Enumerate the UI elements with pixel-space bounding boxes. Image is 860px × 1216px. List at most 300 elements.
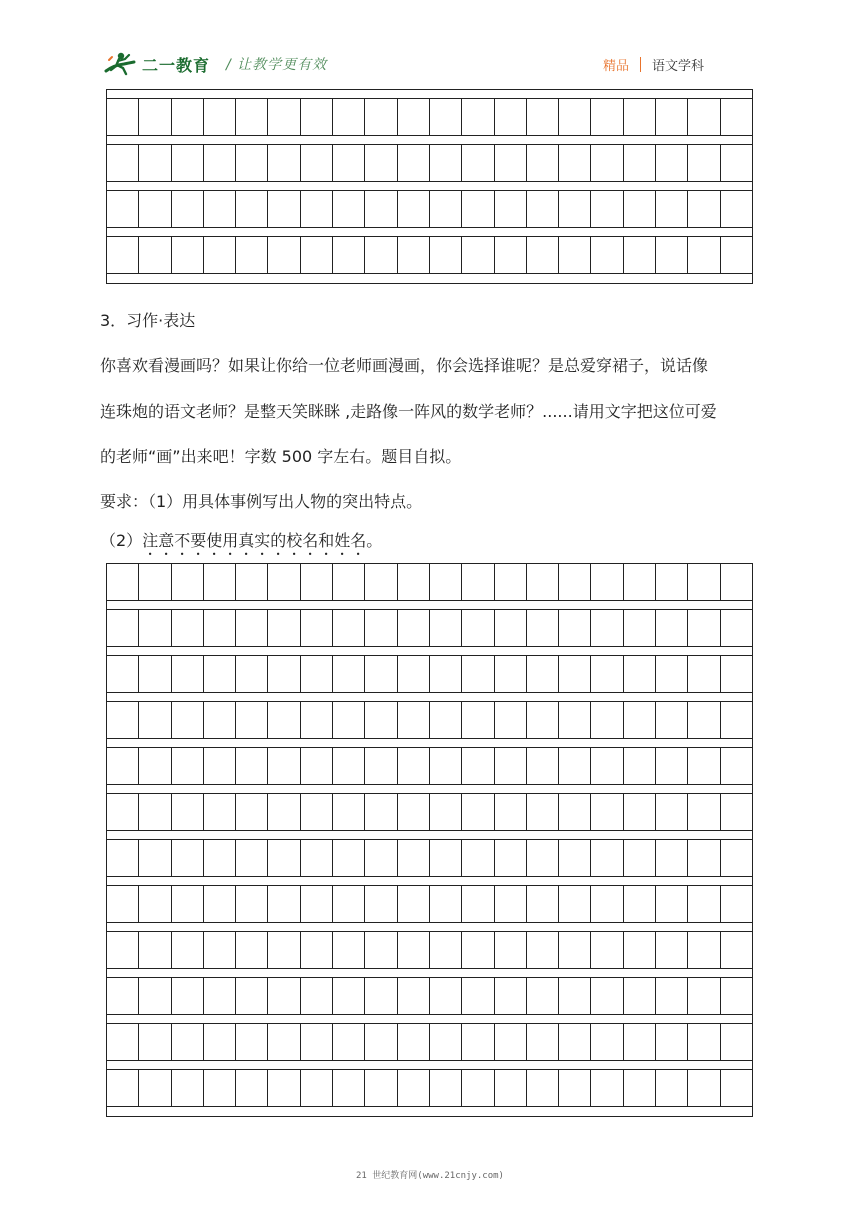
grid-cell[interactable] [301, 1070, 333, 1106]
grid-cell[interactable] [688, 610, 720, 646]
grid-cell[interactable] [301, 564, 333, 600]
grid-cell[interactable] [688, 932, 720, 968]
grid-cell[interactable] [301, 748, 333, 784]
grid-cell[interactable] [301, 1024, 333, 1060]
grid-cell[interactable] [624, 656, 656, 692]
grid-cell[interactable] [430, 145, 462, 181]
grid-cell[interactable] [495, 978, 527, 1014]
grid-cell[interactable] [591, 794, 623, 830]
grid-cell[interactable] [462, 191, 494, 227]
grid-cell[interactable] [430, 1024, 462, 1060]
grid-cell[interactable] [172, 191, 204, 227]
grid-cell[interactable] [430, 99, 462, 135]
grid-cell[interactable] [139, 191, 171, 227]
grid-cell[interactable] [656, 237, 688, 273]
grid-cell[interactable] [365, 610, 397, 646]
grid-cell[interactable] [236, 702, 268, 738]
grid-cell[interactable] [591, 1070, 623, 1106]
grid-cell[interactable] [591, 886, 623, 922]
grid-cell[interactable] [721, 564, 752, 600]
grid-cell[interactable] [204, 656, 236, 692]
grid-cell[interactable] [656, 840, 688, 876]
grid-cell[interactable] [559, 702, 591, 738]
grid-cell[interactable] [591, 656, 623, 692]
grid-cell[interactable] [236, 564, 268, 600]
grid-cell[interactable] [591, 564, 623, 600]
grid-cell[interactable] [591, 145, 623, 181]
grid-cell[interactable] [172, 794, 204, 830]
grid-cell[interactable] [301, 237, 333, 273]
grid-cell[interactable] [462, 702, 494, 738]
grid-cell[interactable] [527, 610, 559, 646]
grid-cell[interactable] [172, 1070, 204, 1106]
grid-cell[interactable] [365, 656, 397, 692]
grid-cell[interactable] [688, 886, 720, 922]
grid-cell[interactable] [591, 840, 623, 876]
grid-cell[interactable] [624, 99, 656, 135]
grid-cell[interactable] [236, 191, 268, 227]
grid-cell[interactable] [462, 840, 494, 876]
grid-cell[interactable] [301, 610, 333, 646]
grid-cell[interactable] [495, 840, 527, 876]
grid-cell[interactable] [172, 237, 204, 273]
grid-cell[interactable] [624, 564, 656, 600]
grid-cell[interactable] [688, 1070, 720, 1106]
grid-cell[interactable] [107, 1070, 139, 1106]
grid-cell[interactable] [430, 610, 462, 646]
grid-cell[interactable] [268, 702, 300, 738]
grid-cell[interactable] [559, 610, 591, 646]
grid-cell[interactable] [365, 191, 397, 227]
grid-cell[interactable] [527, 794, 559, 830]
grid-cell[interactable] [495, 748, 527, 784]
grid-cell[interactable] [398, 702, 430, 738]
grid-cell[interactable] [139, 794, 171, 830]
grid-cell[interactable] [430, 794, 462, 830]
grid-cell[interactable] [268, 886, 300, 922]
grid-cell[interactable] [172, 145, 204, 181]
grid-cell[interactable] [107, 656, 139, 692]
grid-cell[interactable] [107, 932, 139, 968]
grid-cell[interactable] [527, 886, 559, 922]
grid-cell[interactable] [268, 191, 300, 227]
grid-cell[interactable] [495, 932, 527, 968]
grid-cell[interactable] [624, 748, 656, 784]
grid-cell[interactable] [333, 978, 365, 1014]
grid-cell[interactable] [430, 748, 462, 784]
grid-cell[interactable] [236, 978, 268, 1014]
grid-cell[interactable] [301, 932, 333, 968]
grid-cell[interactable] [204, 932, 236, 968]
grid-cell[interactable] [268, 656, 300, 692]
grid-cell[interactable] [172, 564, 204, 600]
grid-cell[interactable] [462, 610, 494, 646]
grid-cell[interactable] [527, 656, 559, 692]
grid-cell[interactable] [236, 145, 268, 181]
grid-cell[interactable] [527, 978, 559, 1014]
grid-cell[interactable] [656, 978, 688, 1014]
grid-cell[interactable] [721, 886, 752, 922]
grid-cell[interactable] [559, 237, 591, 273]
grid-cell[interactable] [624, 1070, 656, 1106]
grid-cell[interactable] [656, 886, 688, 922]
grid-cell[interactable] [365, 1024, 397, 1060]
grid-cell[interactable] [624, 978, 656, 1014]
grid-cell[interactable] [301, 794, 333, 830]
grid-cell[interactable] [268, 840, 300, 876]
grid-cell[interactable] [333, 840, 365, 876]
grid-cell[interactable] [107, 978, 139, 1014]
grid-cell[interactable] [204, 237, 236, 273]
grid-cell[interactable] [527, 748, 559, 784]
grid-cell[interactable] [268, 237, 300, 273]
grid-cell[interactable] [398, 978, 430, 1014]
grid-cell[interactable] [527, 564, 559, 600]
grid-cell[interactable] [398, 1024, 430, 1060]
grid-cell[interactable] [624, 610, 656, 646]
grid-cell[interactable] [624, 1024, 656, 1060]
grid-cell[interactable] [268, 564, 300, 600]
grid-cell[interactable] [172, 886, 204, 922]
grid-cell[interactable] [236, 610, 268, 646]
grid-cell[interactable] [462, 99, 494, 135]
grid-cell[interactable] [301, 702, 333, 738]
grid-cell[interactable] [333, 1070, 365, 1106]
grid-cell[interactable] [172, 978, 204, 1014]
grid-cell[interactable] [398, 1070, 430, 1106]
grid-cell[interactable] [139, 610, 171, 646]
grid-cell[interactable] [107, 191, 139, 227]
grid-cell[interactable] [204, 748, 236, 784]
grid-cell[interactable] [139, 886, 171, 922]
grid-cell[interactable] [139, 840, 171, 876]
grid-cell[interactable] [721, 191, 752, 227]
grid-cell[interactable] [301, 191, 333, 227]
grid-cell[interactable] [172, 932, 204, 968]
grid-cell[interactable] [624, 702, 656, 738]
grid-cell[interactable] [139, 748, 171, 784]
grid-cell[interactable] [268, 932, 300, 968]
grid-cell[interactable] [688, 191, 720, 227]
grid-cell[interactable] [268, 748, 300, 784]
grid-cell[interactable] [559, 748, 591, 784]
grid-cell[interactable] [236, 1070, 268, 1106]
grid-cell[interactable] [139, 1024, 171, 1060]
grid-cell[interactable] [624, 932, 656, 968]
grid-cell[interactable] [495, 886, 527, 922]
grid-cell[interactable] [398, 886, 430, 922]
grid-cell[interactable] [268, 1024, 300, 1060]
grid-cell[interactable] [204, 99, 236, 135]
grid-cell[interactable] [107, 99, 139, 135]
grid-cell[interactable] [333, 656, 365, 692]
grid-cell[interactable] [527, 191, 559, 227]
grid-cell[interactable] [495, 564, 527, 600]
grid-cell[interactable] [559, 1024, 591, 1060]
grid-cell[interactable] [656, 702, 688, 738]
grid-cell[interactable] [495, 656, 527, 692]
grid-cell[interactable] [462, 564, 494, 600]
grid-cell[interactable] [559, 145, 591, 181]
grid-cell[interactable] [688, 840, 720, 876]
grid-cell[interactable] [365, 886, 397, 922]
grid-cell[interactable] [204, 702, 236, 738]
grid-cell[interactable] [204, 145, 236, 181]
grid-cell[interactable] [721, 1070, 752, 1106]
grid-cell[interactable] [139, 1070, 171, 1106]
grid-cell[interactable] [656, 191, 688, 227]
grid-cell[interactable] [527, 932, 559, 968]
grid-cell[interactable] [624, 794, 656, 830]
grid-cell[interactable] [430, 932, 462, 968]
grid-cell[interactable] [365, 932, 397, 968]
grid-cell[interactable] [688, 794, 720, 830]
grid-cell[interactable] [688, 237, 720, 273]
grid-cell[interactable] [365, 564, 397, 600]
grid-cell[interactable] [688, 564, 720, 600]
grid-cell[interactable] [591, 1024, 623, 1060]
grid-cell[interactable] [656, 748, 688, 784]
grid-cell[interactable] [398, 748, 430, 784]
grid-cell[interactable] [559, 886, 591, 922]
grid-cell[interactable] [139, 237, 171, 273]
grid-cell[interactable] [204, 191, 236, 227]
grid-cell[interactable] [591, 237, 623, 273]
grid-cell[interactable] [398, 794, 430, 830]
grid-cell[interactable] [721, 1024, 752, 1060]
grid-cell[interactable] [398, 145, 430, 181]
grid-cell[interactable] [172, 702, 204, 738]
grid-cell[interactable] [624, 191, 656, 227]
grid-cell[interactable] [204, 794, 236, 830]
grid-cell[interactable] [688, 145, 720, 181]
grid-cell[interactable] [591, 99, 623, 135]
grid-cell[interactable] [527, 237, 559, 273]
grid-cell[interactable] [236, 794, 268, 830]
grid-cell[interactable] [333, 237, 365, 273]
grid-cell[interactable] [236, 99, 268, 135]
grid-cell[interactable] [430, 191, 462, 227]
grid-cell[interactable] [398, 610, 430, 646]
grid-cell[interactable] [688, 748, 720, 784]
grid-cell[interactable] [656, 1024, 688, 1060]
grid-cell[interactable] [462, 145, 494, 181]
grid-cell[interactable] [430, 978, 462, 1014]
grid-cell[interactable] [495, 610, 527, 646]
grid-cell[interactable] [624, 145, 656, 181]
grid-cell[interactable] [721, 656, 752, 692]
grid-cell[interactable] [559, 99, 591, 135]
grid-cell[interactable] [107, 702, 139, 738]
grid-cell[interactable] [430, 656, 462, 692]
grid-cell[interactable] [559, 794, 591, 830]
grid-cell[interactable] [624, 237, 656, 273]
grid-cell[interactable] [495, 145, 527, 181]
grid-cell[interactable] [333, 191, 365, 227]
grid-cell[interactable] [688, 99, 720, 135]
grid-cell[interactable] [107, 840, 139, 876]
grid-cell[interactable] [333, 886, 365, 922]
grid-cell[interactable] [559, 1070, 591, 1106]
grid-cell[interactable] [462, 748, 494, 784]
grid-cell[interactable] [107, 237, 139, 273]
grid-cell[interactable] [721, 978, 752, 1014]
grid-cell[interactable] [591, 932, 623, 968]
grid-cell[interactable] [495, 99, 527, 135]
grid-cell[interactable] [107, 794, 139, 830]
grid-cell[interactable] [398, 191, 430, 227]
grid-cell[interactable] [204, 564, 236, 600]
grid-cell[interactable] [559, 840, 591, 876]
grid-cell[interactable] [624, 840, 656, 876]
grid-cell[interactable] [333, 610, 365, 646]
grid-cell[interactable] [398, 237, 430, 273]
grid-cell[interactable] [721, 840, 752, 876]
grid-cell[interactable] [462, 237, 494, 273]
grid-cell[interactable] [430, 702, 462, 738]
grid-cell[interactable] [236, 932, 268, 968]
grid-cell[interactable] [656, 794, 688, 830]
grid-cell[interactable] [301, 99, 333, 135]
grid-cell[interactable] [139, 702, 171, 738]
grid-cell[interactable] [236, 656, 268, 692]
grid-cell[interactable] [107, 748, 139, 784]
grid-cell[interactable] [365, 840, 397, 876]
grid-cell[interactable] [656, 610, 688, 646]
grid-cell[interactable] [204, 886, 236, 922]
grid-cell[interactable] [236, 1024, 268, 1060]
grid-cell[interactable] [268, 794, 300, 830]
grid-cell[interactable] [204, 840, 236, 876]
grid-cell[interactable] [301, 145, 333, 181]
grid-cell[interactable] [172, 748, 204, 784]
grid-cell[interactable] [430, 1070, 462, 1106]
grid-cell[interactable] [172, 1024, 204, 1060]
grid-cell[interactable] [591, 702, 623, 738]
grid-cell[interactable] [301, 886, 333, 922]
grid-cell[interactable] [495, 191, 527, 227]
grid-cell[interactable] [107, 1024, 139, 1060]
grid-cell[interactable] [365, 978, 397, 1014]
grid-cell[interactable] [204, 610, 236, 646]
grid-cell[interactable] [527, 99, 559, 135]
grid-cell[interactable] [268, 99, 300, 135]
grid-cell[interactable] [462, 932, 494, 968]
grid-cell[interactable] [462, 1024, 494, 1060]
grid-cell[interactable] [365, 237, 397, 273]
grid-cell[interactable] [495, 1070, 527, 1106]
grid-cell[interactable] [172, 840, 204, 876]
grid-cell[interactable] [527, 145, 559, 181]
grid-cell[interactable] [559, 564, 591, 600]
grid-cell[interactable] [333, 794, 365, 830]
grid-cell[interactable] [268, 1070, 300, 1106]
grid-cell[interactable] [430, 840, 462, 876]
grid-cell[interactable] [204, 978, 236, 1014]
grid-cell[interactable] [688, 978, 720, 1014]
grid-cell[interactable] [721, 237, 752, 273]
grid-cell[interactable] [721, 932, 752, 968]
grid-cell[interactable] [721, 99, 752, 135]
grid-cell[interactable] [236, 840, 268, 876]
grid-cell[interactable] [721, 748, 752, 784]
grid-cell[interactable] [139, 656, 171, 692]
grid-cell[interactable] [591, 191, 623, 227]
grid-cell[interactable] [139, 932, 171, 968]
grid-cell[interactable] [559, 191, 591, 227]
grid-cell[interactable] [398, 99, 430, 135]
grid-cell[interactable] [268, 978, 300, 1014]
grid-cell[interactable] [688, 702, 720, 738]
grid-cell[interactable] [656, 656, 688, 692]
grid-cell[interactable] [721, 702, 752, 738]
grid-cell[interactable] [107, 886, 139, 922]
grid-cell[interactable] [398, 564, 430, 600]
grid-cell[interactable] [398, 656, 430, 692]
grid-cell[interactable] [430, 886, 462, 922]
grid-cell[interactable] [430, 237, 462, 273]
grid-cell[interactable] [656, 564, 688, 600]
grid-cell[interactable] [462, 1070, 494, 1106]
grid-cell[interactable] [139, 99, 171, 135]
grid-cell[interactable] [398, 840, 430, 876]
grid-cell[interactable] [559, 978, 591, 1014]
grid-cell[interactable] [139, 564, 171, 600]
grid-cell[interactable] [107, 145, 139, 181]
grid-cell[interactable] [365, 1070, 397, 1106]
grid-cell[interactable] [333, 1024, 365, 1060]
grid-cell[interactable] [333, 564, 365, 600]
grid-cell[interactable] [301, 656, 333, 692]
grid-cell[interactable] [107, 564, 139, 600]
grid-cell[interactable] [172, 99, 204, 135]
grid-cell[interactable] [365, 145, 397, 181]
grid-cell[interactable] [656, 1070, 688, 1106]
grid-cell[interactable] [333, 932, 365, 968]
grid-cell[interactable] [139, 145, 171, 181]
grid-cell[interactable] [107, 610, 139, 646]
grid-cell[interactable] [236, 886, 268, 922]
grid-cell[interactable] [268, 610, 300, 646]
grid-cell[interactable] [462, 656, 494, 692]
grid-cell[interactable] [268, 145, 300, 181]
grid-cell[interactable] [495, 702, 527, 738]
grid-cell[interactable] [236, 237, 268, 273]
grid-cell[interactable] [527, 702, 559, 738]
grid-cell[interactable] [301, 978, 333, 1014]
grid-cell[interactable] [398, 932, 430, 968]
grid-cell[interactable] [204, 1070, 236, 1106]
grid-cell[interactable] [495, 794, 527, 830]
grid-cell[interactable] [495, 1024, 527, 1060]
grid-cell[interactable] [591, 978, 623, 1014]
grid-cell[interactable] [172, 656, 204, 692]
grid-cell[interactable] [688, 1024, 720, 1060]
grid-cell[interactable] [495, 237, 527, 273]
grid-cell[interactable] [172, 610, 204, 646]
grid-cell[interactable] [527, 1024, 559, 1060]
grid-cell[interactable] [721, 145, 752, 181]
grid-cell[interactable] [721, 794, 752, 830]
grid-cell[interactable] [591, 610, 623, 646]
grid-cell[interactable] [365, 748, 397, 784]
grid-cell[interactable] [527, 1070, 559, 1106]
grid-cell[interactable] [365, 794, 397, 830]
grid-cell[interactable] [656, 145, 688, 181]
grid-cell[interactable] [462, 978, 494, 1014]
grid-cell[interactable] [333, 748, 365, 784]
grid-cell[interactable] [301, 840, 333, 876]
